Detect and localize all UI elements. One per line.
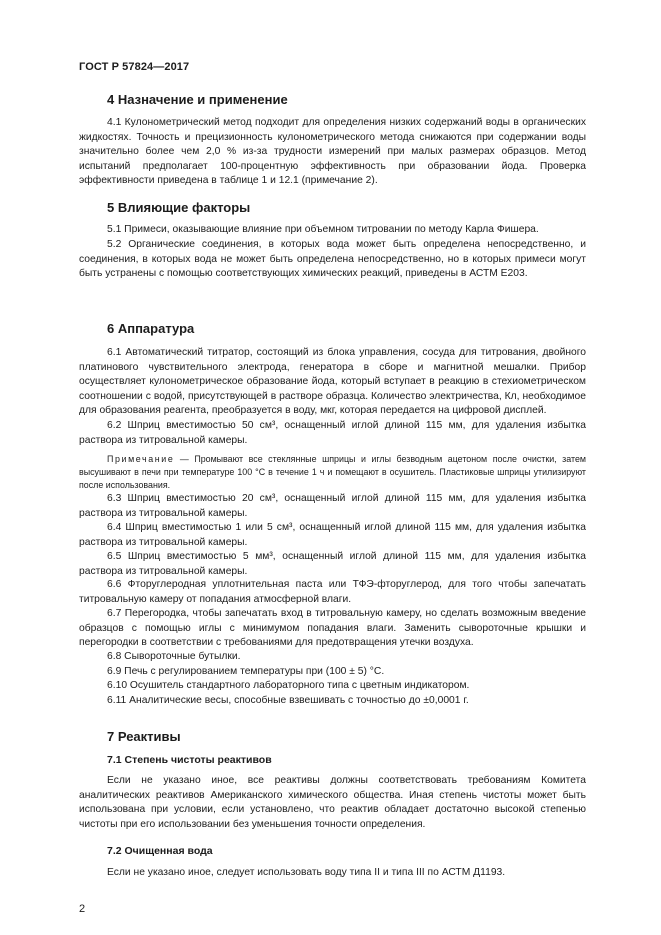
paragraph-6-1: 6.1 Автоматический титратор, состоящий из блока управления, сосуда для титрования, двойного платинового чувствительного электрода, генератора в сборе и магнитной мешалки. Прибор осуществляет кулонометрическое образование йода, который вступает в реакцию в стехиометрическом соотношении с водой, присутствующей в растворе образца. Количество электричества, Кл, необходимое для образования реагента, преобразуется в воду, мкг, которая передается на цифровой дисплей. xyxy=(79,347,586,417)
section-6-title: 6 Аппаратура xyxy=(107,321,195,336)
note-text: — Промывают все стеклянные шприцы и иглы безводным ацетоном после очистки, затем высушивают в печи при температуре 100 °С в течение 1 ч и помещают в осушитель. Пластиковые шприцы утилизируют после использования. xyxy=(79,454,586,491)
paragraph-6-9: 6.9 Печь с регулированием температуры при (100 ± 5) °С. xyxy=(107,666,385,677)
paragraph-6-7: 6.7 Перегородка, чтобы запечатать вход в титровальную камеру, но сделать возможным введение образцов с помощью иглы с минимумом попадания влаги. Заменить сывороточные крышки и перегородки в соответствии с требованиями для предотвращения утечки воздуха. xyxy=(79,608,586,649)
paragraph-6-10: 6.10 Осушитель стандартного лабораторного типа с цветным индикатором. xyxy=(107,680,470,691)
paragraph-6-3: 6.3 Шприц вместимостью 20 см³, оснащенный иглой длиной 115 мм, для удаления избытка раствора из титровальной камеры. xyxy=(79,493,586,519)
paragraph-6-4: 6.4 Шприц вместимостью 1 или 5 см³, оснащенный иглой длиной 115 мм, для удаления избытка раствора из титровальной камеры. xyxy=(79,522,586,548)
page-number: 2 xyxy=(79,903,86,915)
subsection-7-2-title: 7.2 Очищенная вода xyxy=(107,845,213,857)
paragraph-4-1: 4.1 Кулонометрический метод подходит для определения низких содержаний воды в органических жидкостях. Точность и прецизионность кулонометрического метода снижаются при содержании воды значительно более чем 2,0 % из-за трудности измерений при малых размерах образцов. Метод испытаний предполагает 100-процентную эффективность при образовании йода. Проверка эффективности приведена в таблице 1 и 12.1 (примечание 2). xyxy=(79,117,586,187)
paragraph-5-1: 5.1 Примеси, оказывающие влияние при объемном титровании по методу Карла Фишера. xyxy=(107,224,539,235)
paragraph-6-5: 6.5 Шприц вместимостью 5 мм³, оснащенный иглой длиной 115 мм, для удаления избытка раствора из титровальной камеры. xyxy=(79,551,586,577)
standard-header: ГОСТ Р 57824—2017 xyxy=(79,61,190,73)
note-6-2 xyxy=(79,453,586,493)
paragraph-6-11: 6.11 Аналитические весы, способные взвешивать с точностью до ±0,0001 г. xyxy=(107,695,469,706)
paragraph-5-2: 5.2 Органические соединения, в которых вода может быть определена непосредственно, и соединения, в которых вода не может быть определена непосредственно, но в которых примеси могут быть устранены с помощью соответствующих химических реакций, приведены в АСТМ Е203. xyxy=(79,239,586,280)
section-5-title: 5 Влияющие факторы xyxy=(107,200,251,215)
paragraph-7-2: Если не указано иное, следует использовать воду типа II и типа III по АСТМ Д1193. xyxy=(107,867,506,878)
paragraph-6-2: 6.2 Шприц вместимостью 50 см³, оснащенный иглой длиной 115 мм, для удаления избытка раствора из титровальной камеры. xyxy=(79,420,586,446)
subsection-7-1-title: 7.1 Степень чистоты реактивов xyxy=(107,754,272,766)
note-label: Примечание xyxy=(107,454,175,464)
paragraph-6-6: 6.6 Фторуглеродная уплотнительная паста или ТФЭ-фторуглерод, для того чтобы запечатать титровальную камеру от попадания атмосферной влаги. xyxy=(79,579,586,605)
paragraph-7-1: Если не указано иное, все реактивы должны соответствовать требованиям Комитета аналитических реактивов Американского химического общества. Иная степень чистоты может быть использована при условии, если установлено, что реактив обладает достаточно высокой степенью чистоты при его использовании без уменьшения точности определения. xyxy=(79,775,586,830)
section-4-title: 4 Назначение и применение xyxy=(107,92,288,107)
paragraph-6-8: 6.8 Сывороточные бутылки. xyxy=(107,651,241,662)
section-7-title: 7 Реактивы xyxy=(107,729,181,744)
